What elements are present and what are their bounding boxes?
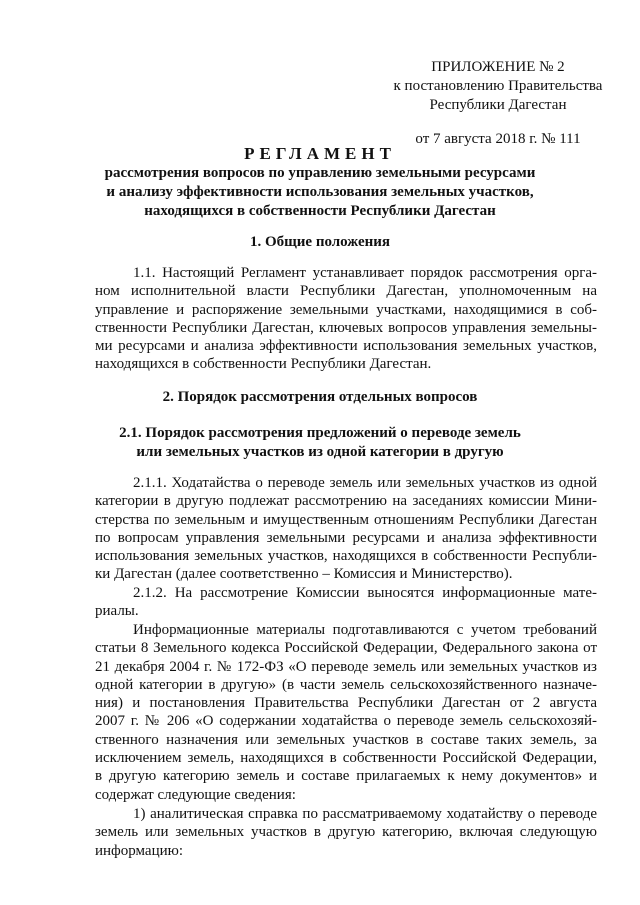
text-line: земель или земельных участков в другую категорию, включая следующую <box>95 824 597 841</box>
section-1-heading <box>0 233 640 252</box>
text-line: стерства по земельным и имущественным отношениям Республики Дагестан <box>95 511 597 528</box>
text-line: 2.1.2. На рассмотрение Комиссии выносятся информационные мате- <box>133 585 597 601</box>
text-line: ственного назначения или земельных участков в составе таких земель, за <box>95 731 597 748</box>
subtitle-line: рассмотрения вопросов по управлению земельными ресурсами <box>104 165 536 181</box>
heading-line: 2.1. Порядок рассмотрения предложений о переводе земель <box>119 425 521 441</box>
text-line: информацию: <box>95 842 184 859</box>
text-line: 1) аналитическая справка по рассматриваемому ходатайству о переводе <box>133 806 597 822</box>
paragraph-2-1-2 <box>95 584 597 621</box>
text-line: по вопросам управления земельными ресурсами и анализа эффективности <box>95 529 597 546</box>
text-line: риалы. <box>95 603 139 620</box>
text-line: 2007 г. № 206 «О содержании ходатайства о переводе земель сельскохозяй- <box>95 713 597 730</box>
document-subtitle <box>0 164 640 221</box>
appendix-date: от 7 августа 2018 г. № 111 <box>415 131 581 147</box>
appendix-republic: Республики Дагестан <box>429 97 567 113</box>
text-line: одной категории в другую» (в части земель сельскохозяйственного назначе- <box>95 676 597 693</box>
text-line: управление и распоряжение земельными участками, находящимися в соб- <box>95 301 597 318</box>
text-line: 1.1. Настоящий Регламент устанавливает порядок рассмотрения орга- <box>133 265 597 281</box>
text-line: ния) и постановления Правительства Республики Дагестан от 2 августа <box>95 695 597 712</box>
text-line: ном исполнительной власти Республики Дагестан, уполномоченным на <box>95 283 597 300</box>
text-line: 21 декабря 2004 г. № 172-ФЗ «О переводе земель или земельных участков из <box>95 658 597 675</box>
text-line: исключением земель, находящихся в собственности Российской Федерации, <box>95 750 597 767</box>
paragraph-2-1-1 <box>95 474 597 584</box>
appendix-number: ПРИЛОЖЕНИЕ № 2 <box>431 59 565 75</box>
subtitle-line: и анализу эффективности использования земельных участков, <box>106 184 534 200</box>
document-title: РЕГЛАМЕНТ <box>244 144 396 163</box>
heading-text: 2. Порядок рассмотрения отдельных вопросов <box>162 389 478 405</box>
text-line: Информационные материалы подготавливаются с учетом требований <box>133 622 597 638</box>
appendix-reference: к постановлению Правительства <box>393 78 603 94</box>
text-line: статьи 8 Земельного кодекса Российской Федерации, Федерального закона от <box>95 640 597 657</box>
paragraph-info-materials <box>95 621 597 804</box>
heading-line: или земельных участков из одной категории в другую <box>136 444 504 460</box>
heading-text: 1. Общие положения <box>249 234 391 250</box>
text-line: ми ресурсами и анализа эффективности использования земельных участков, <box>95 338 597 355</box>
paragraph-item-1 <box>95 805 597 860</box>
text-line: ки Дагестан (далее соответственно – Комиссия и Министерство). <box>95 566 513 583</box>
subsection-2-1-heading <box>0 424 640 462</box>
subtitle-line: находящихся в собственности Республики Дагестан <box>144 203 496 219</box>
paragraph-1-1 <box>95 264 597 374</box>
section-2-heading <box>0 388 640 407</box>
text-line: в другую категорию земель и составе прилагаемых к нему документов» и <box>95 768 597 785</box>
text-line: ственности Республики Дагестан, ключевых вопросов управления земельны- <box>95 319 597 336</box>
text-line: находящихся в собственности Республики Дагестан. <box>95 356 432 373</box>
text-line: категории в другую подлежат рассмотрению на заседаниях комиссии Мини- <box>95 493 597 510</box>
text-line: 2.1.1. Ходатайства о переводе земель или земельных участков из одной <box>133 475 597 491</box>
appendix-block <box>383 58 613 149</box>
text-line: использования земельных участков, находящихся в собственности Республи- <box>95 548 597 565</box>
text-line: содержат следующие сведения: <box>95 786 296 803</box>
